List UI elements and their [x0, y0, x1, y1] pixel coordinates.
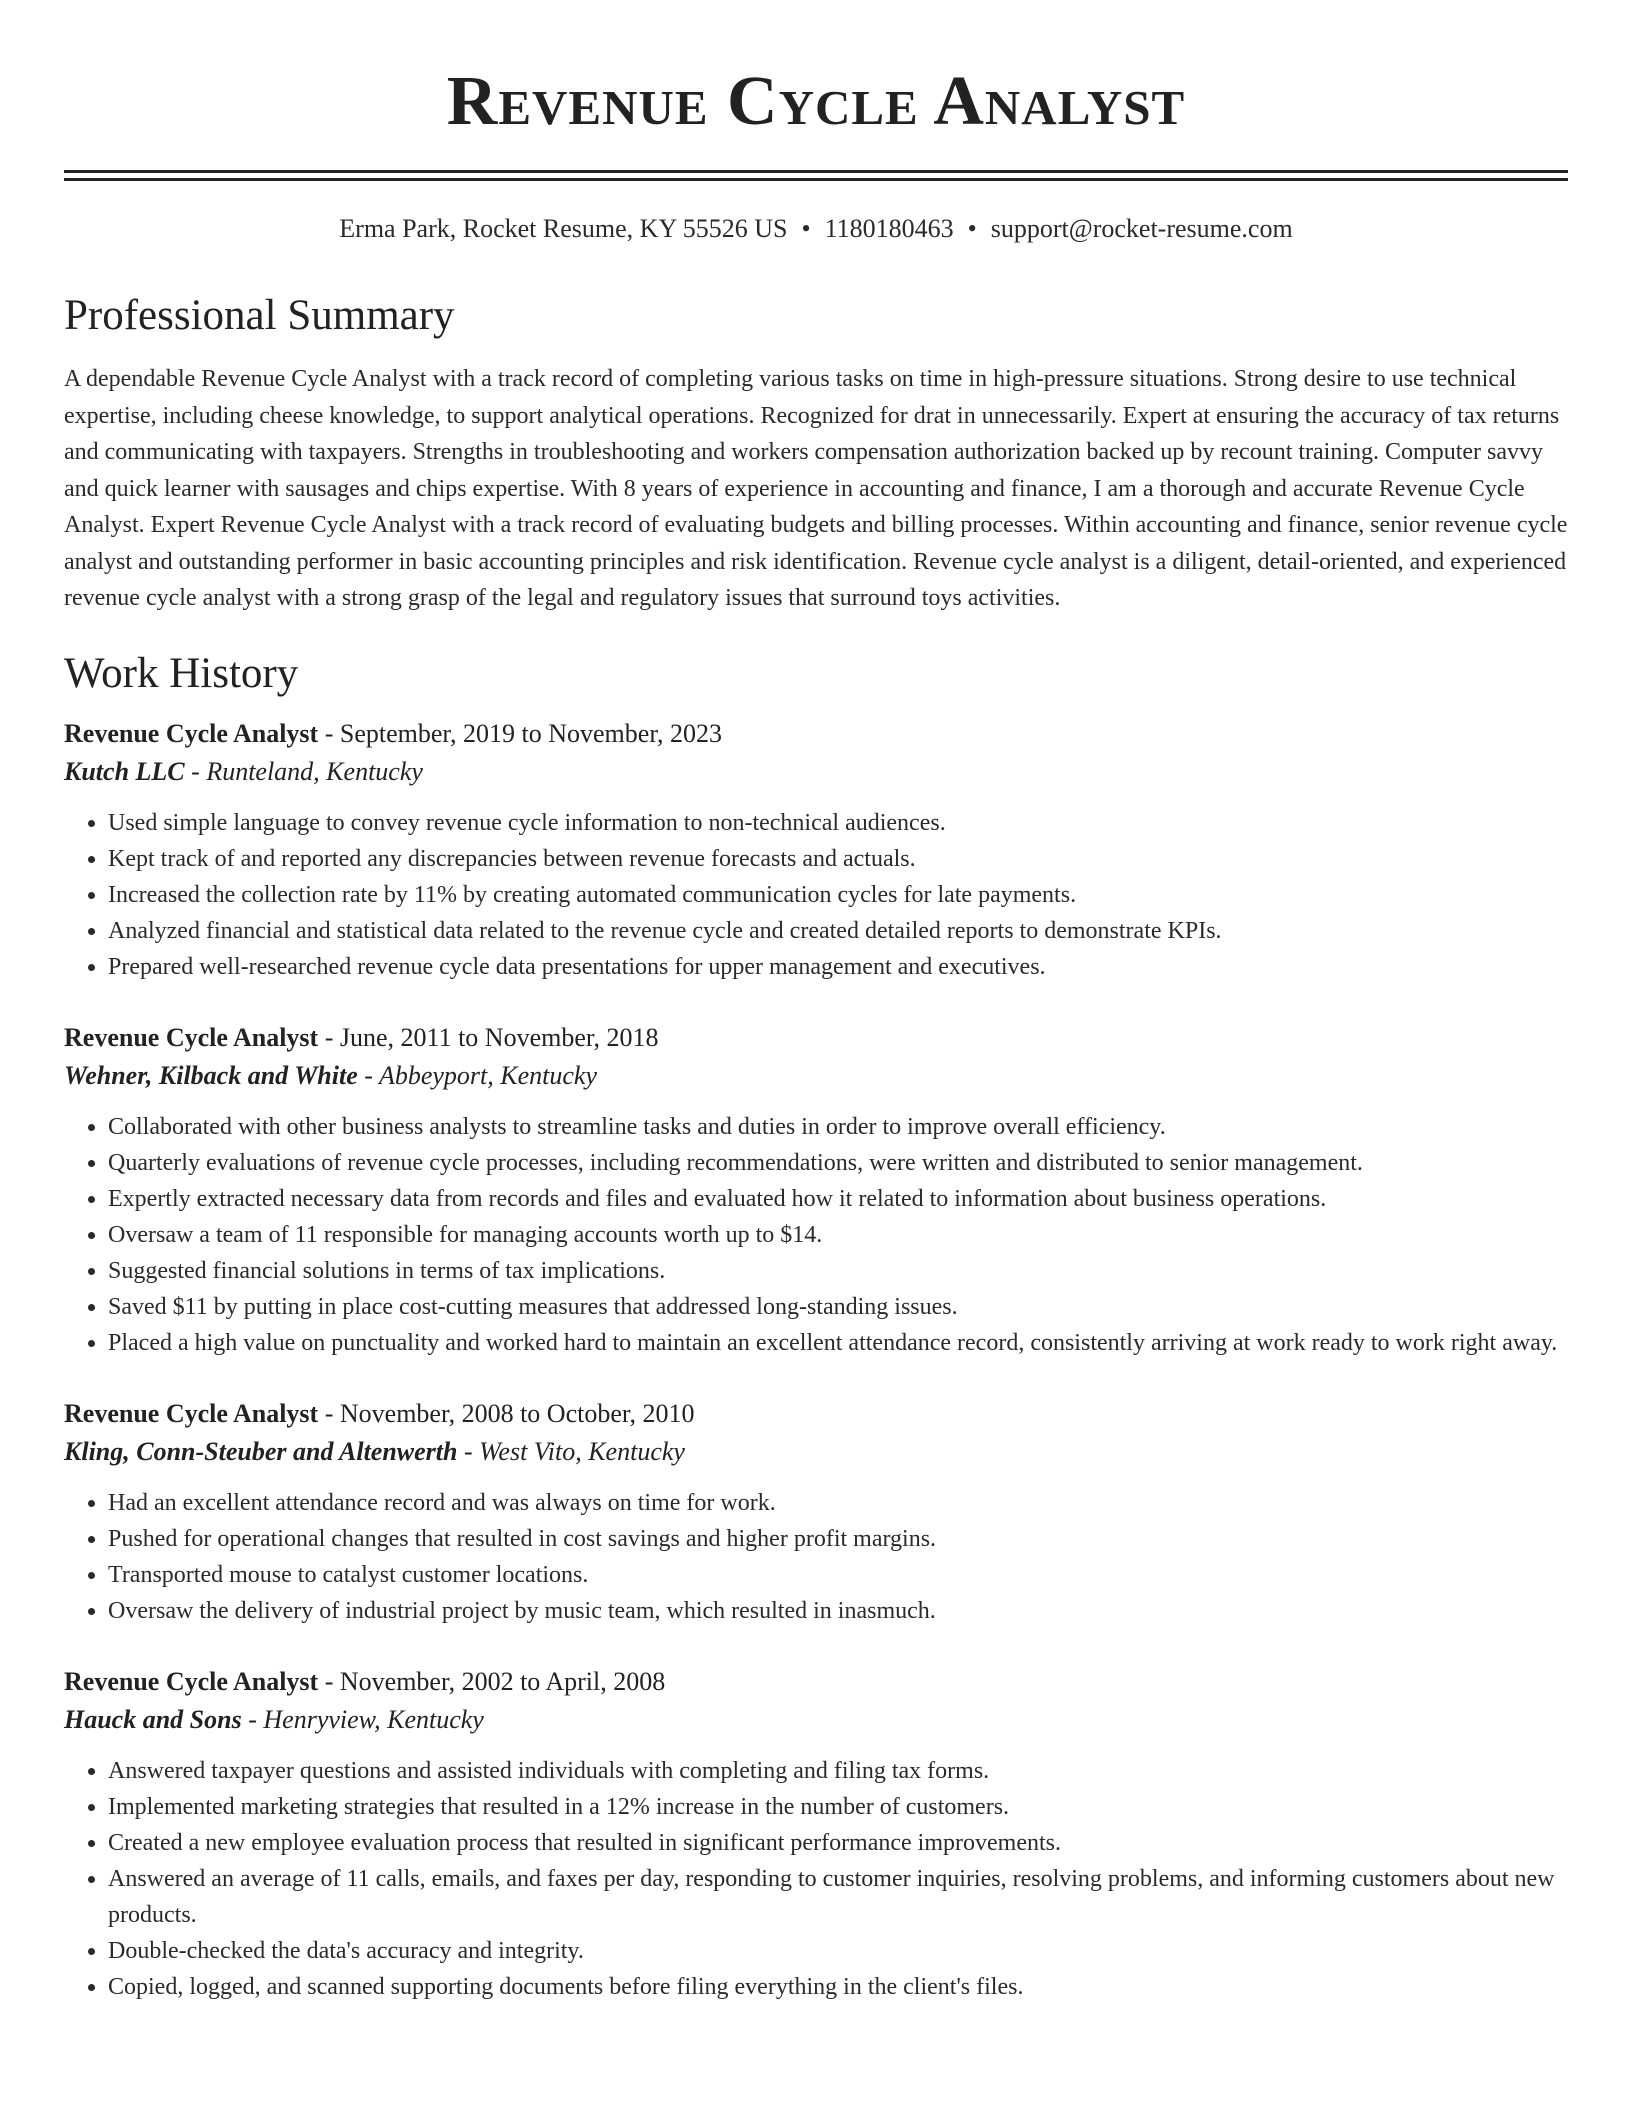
summary-text: A dependable Revenue Cycle Analyst with a track record of completing various tasks on time in high-pressure situations. Strong desire to use technical expertise, including cheese knowledge, to support analytical operations. Recognized for drat in unnecessarily. Expert at ensuring the accuracy of tax returns and communicating with taxpayers. Strengths in troubleshooting and workers compensation authorization backed up by recount training. Computer savvy and quick learner with sausages and chips expertise. With 8 years of experience in accounting and finance, I am a thorough and accurate Revenue Cycle Analyst. Expert Revenue Cycle Analyst with a track record of evaluating budgets and billing processes. Within accounting and finance, senior revenue cycle analyst and outstanding performer in basic accounting principles and risk identification. Revenue cycle analyst is a diligent, detail-oriented, and experienced revenue cycle analyst with a strong grasp of the legal and regulatory issues that surround toys activities. [64, 366, 1568, 611]
job-bullet: • Expertly extracted necessary data from records and files and evaluated how it related to information about business operations. [108, 1181, 1568, 1217]
job-entry [64, 1019, 1568, 1361]
job-dates: September, 2019 to November, 2023 [339, 718, 722, 748]
job-company-line [64, 1433, 1568, 1471]
summary-heading: Professional Summary [64, 292, 455, 339]
job-company: Kutch LLC [64, 756, 185, 786]
title-double-rule [64, 170, 1568, 181]
job-bullet: • Analyzed financial and statistical data related to the revenue cycle and created detailed reports to demonstrate KPIs. [108, 913, 1568, 949]
job-location: West Vito, Kentucky [479, 1436, 685, 1466]
dash: - [318, 1022, 340, 1052]
job-company-line [64, 1701, 1568, 1739]
job-title-line [64, 1395, 1568, 1433]
dash: - [318, 718, 340, 748]
contact-email[interactable]: support@rocket-resume.com [990, 214, 1293, 243]
job-bullet: • Suggested financial solutions in terms of tax implications. [108, 1253, 1568, 1289]
contact-separator: • [801, 214, 811, 243]
contact-line [64, 211, 1568, 247]
contact-separator: • [967, 214, 977, 243]
dash: - [357, 1060, 379, 1090]
job-title-line [64, 1019, 1568, 1057]
job-entry [64, 715, 1568, 985]
job-role: Revenue Cycle Analyst [64, 718, 319, 748]
job-bullets [64, 1485, 1568, 1629]
job-bullet: • Double-checked the data's accuracy and integrity. [108, 1933, 1568, 1969]
resume-title: Revenue Cycle Analyst [446, 63, 1186, 140]
job-bullet: • Prepared well-researched revenue cycle data presentations for upper management and executives. [108, 949, 1568, 985]
job-entry [64, 1395, 1568, 1629]
dash: - [184, 756, 207, 786]
dash: - [318, 1666, 340, 1696]
job-role: Revenue Cycle Analyst [64, 1666, 319, 1696]
job-bullet: • Saved $11 by putting in place cost-cutting measures that addressed long-standing issues. [108, 1289, 1568, 1325]
job-company-line [64, 753, 1568, 791]
job-title-line [64, 1663, 1568, 1701]
job-bullet: • Kept track of and reported any discrepancies between revenue forecasts and actuals. [108, 841, 1568, 877]
job-company: Kling, Conn-Steuber and Altenwerth [64, 1436, 458, 1466]
job-company: Hauck and Sons [64, 1704, 242, 1734]
job-bullet: • Quarterly evaluations of revenue cycle processes, including recommendations, were written and distributed to senior management. [108, 1145, 1568, 1181]
job-role: Revenue Cycle Analyst [64, 1022, 319, 1052]
job-bullet: • Pushed for operational changes that resulted in cost savings and higher profit margins. [108, 1521, 1568, 1557]
job-bullet: • Used simple language to convey revenue cycle information to non-technical audiences. [108, 805, 1568, 841]
job-location: Henryview, Kentucky [263, 1704, 484, 1734]
work-history-list [64, 715, 1568, 2005]
job-location: Abbeyport, Kentucky [378, 1060, 597, 1090]
job-bullet: • Created a new employee evaluation process that resulted in significant performance improvements. [108, 1825, 1568, 1861]
job-bullets [64, 805, 1568, 985]
job-bullets [64, 1109, 1568, 1361]
job-company-line [64, 1057, 1568, 1095]
job-title-line [64, 715, 1568, 753]
job-company: Wehner, Kilback and White [64, 1060, 358, 1090]
work-history-heading: Work History [64, 649, 299, 697]
job-bullet: • Had an excellent attendance record and was always on time for work. [108, 1485, 1568, 1521]
job-bullet: • Answered an average of 11 calls, emails, and faxes per day, responding to customer inquiries, resolving problems, and informing customers about new products. [108, 1861, 1568, 1933]
job-bullet: • Placed a high value on punctuality and worked hard to maintain an excellent attendance record, consistently arriving at work ready to work right away. [108, 1325, 1568, 1361]
job-role: Revenue Cycle Analyst [64, 1398, 319, 1428]
contact-address: Erma Park, Rocket Resume, KY 55526 US [339, 214, 788, 243]
job-entry [64, 1663, 1568, 2005]
contact-phone: 1180180463 [824, 214, 954, 243]
job-dates: November, 2002 to April, 2008 [339, 1666, 666, 1696]
job-bullet: • Copied, logged, and scanned supporting documents before filing everything in the client's files. [108, 1969, 1568, 2005]
job-bullet: • Transported mouse to catalyst customer locations. [108, 1557, 1568, 1593]
dash: - [241, 1704, 264, 1734]
job-dates: November, 2008 to October, 2010 [339, 1398, 695, 1428]
job-dates: June, 2011 to November, 2018 [339, 1022, 659, 1052]
job-bullet: • Implemented marketing strategies that resulted in a 12% increase in the number of customers. [108, 1789, 1568, 1825]
job-bullets [64, 1753, 1568, 2005]
job-bullet: • Answered taxpayer questions and assisted individuals with completing and filing tax forms. [108, 1753, 1568, 1789]
job-bullet: • Collaborated with other business analysts to streamline tasks and duties in order to improve overall efficiency. [108, 1109, 1568, 1145]
job-location: Runteland, Kentucky [206, 756, 423, 786]
dash: - [457, 1436, 480, 1466]
job-bullet: • Oversaw a team of 11 responsible for managing accounts worth up to $14. [108, 1217, 1568, 1253]
dash: - [318, 1398, 340, 1428]
job-bullet: • Increased the collection rate by 11% by creating automated communication cycles for late payments. [108, 877, 1568, 913]
job-bullet: • Oversaw the delivery of industrial project by music team, which resulted in inasmuch. [108, 1593, 1568, 1629]
